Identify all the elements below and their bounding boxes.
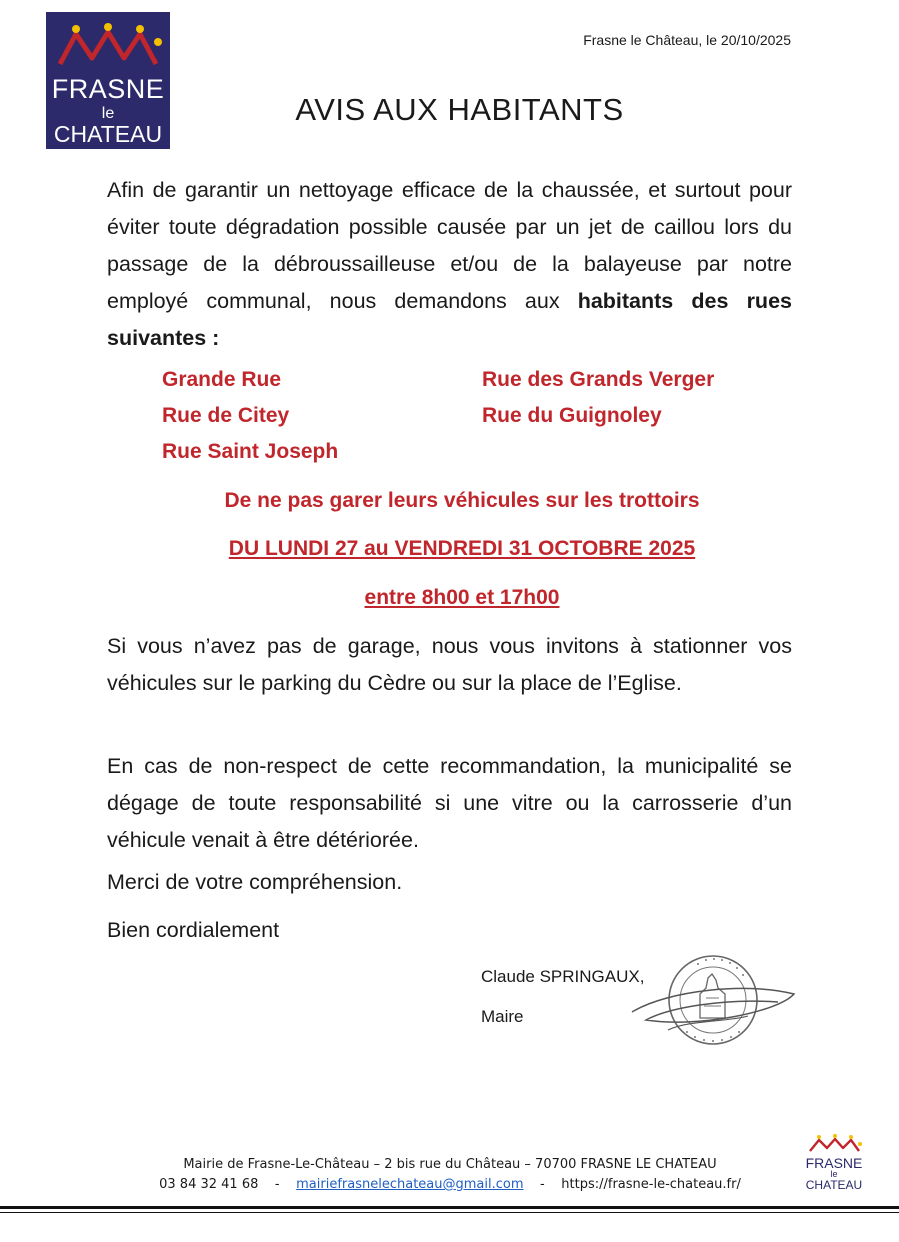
signatory-name: Claude SPRINGAUX, [481,967,645,986]
municipality-logo [46,12,170,149]
street-item: Rue des Grands Verger [482,368,715,391]
footer-address: Mairie de Frasne-Le-Château – 2 bis rue du Château – 70700 FRASNE LE CHATEAU [183,1157,717,1172]
footer-website-link[interactable]: https://frasne-le-chateau.fr/ [561,1177,741,1192]
footer-logo-line-2: le [830,1169,838,1179]
intro-bold: habitants des rues suivantes : [107,289,792,350]
date-line: Frasne le Château, le 20/10/2025 [583,32,791,48]
intro-text: Afin de garantir un nettoyage efficace de la chaussée, et surtout pour éviter toute dégradation possible causée par un jet de caillou lors du passage de la débroussailleuse et/ou de la balayeuse par notre employé communal, nous demandons aux [107,178,792,313]
thanks-line: Merci de votre compréhension. [107,870,403,894]
footer-contact [0,1177,899,1192]
footer-separator: - [274,1177,280,1192]
street-item: Rue de Citey [162,404,290,427]
street-item: Rue du Guignoley [482,404,662,427]
page-title: AVIS AUX HABITANTS [295,92,624,127]
notice-dates: DU LUNDI 27 au VENDREDI 31 OCTOBRE 2025 [228,537,696,560]
notice-hours: entre 8h00 et 17h00 [364,586,560,609]
footer-logo-line-3: CHATEAU [805,1178,863,1192]
footer-email-link[interactable]: mairiefrasnelechateau@gmail.com [296,1177,524,1192]
liability-paragraph: En cas de non-respect de cette recommandation, la municipalité se dégage de toute responsabilité si une vitre ou la carrosserie d’un véhicule venait à être détériorée. [107,754,792,852]
footer-logo-line-1: FRASNE [805,1155,863,1171]
signatory-role: Maire [481,1007,524,1026]
street-item: Grande Rue [162,368,282,391]
intro-paragraph [107,172,792,357]
mayor-stamp-signature [628,950,798,1055]
footer-rule [0,1206,899,1209]
logo-line-1: FRASNE [51,74,165,104]
closing-line: Bien cordialement [107,918,280,942]
parking-paragraph: Si vous n’avez pas de garage, nous vous invitons à stationner vos véhicules sur le parking du Cèdre ou sur la place de l’Eglise. [107,634,792,695]
footer-separator: - [540,1177,545,1192]
logo-line-3: CHATEAU [53,121,163,147]
notice-line-1: De ne pas garer leurs véhicules sur les trottoirs [224,489,700,512]
footer-logo [802,1132,866,1196]
mini-crown-icon [802,1132,866,1154]
street-item: Rue Saint Joseph [162,440,339,463]
crown-icon [46,12,170,72]
footer-phone: 03 84 32 41 68 [159,1177,259,1192]
logo-line-2: le [101,105,115,122]
footer-rule-thin [0,1212,899,1213]
